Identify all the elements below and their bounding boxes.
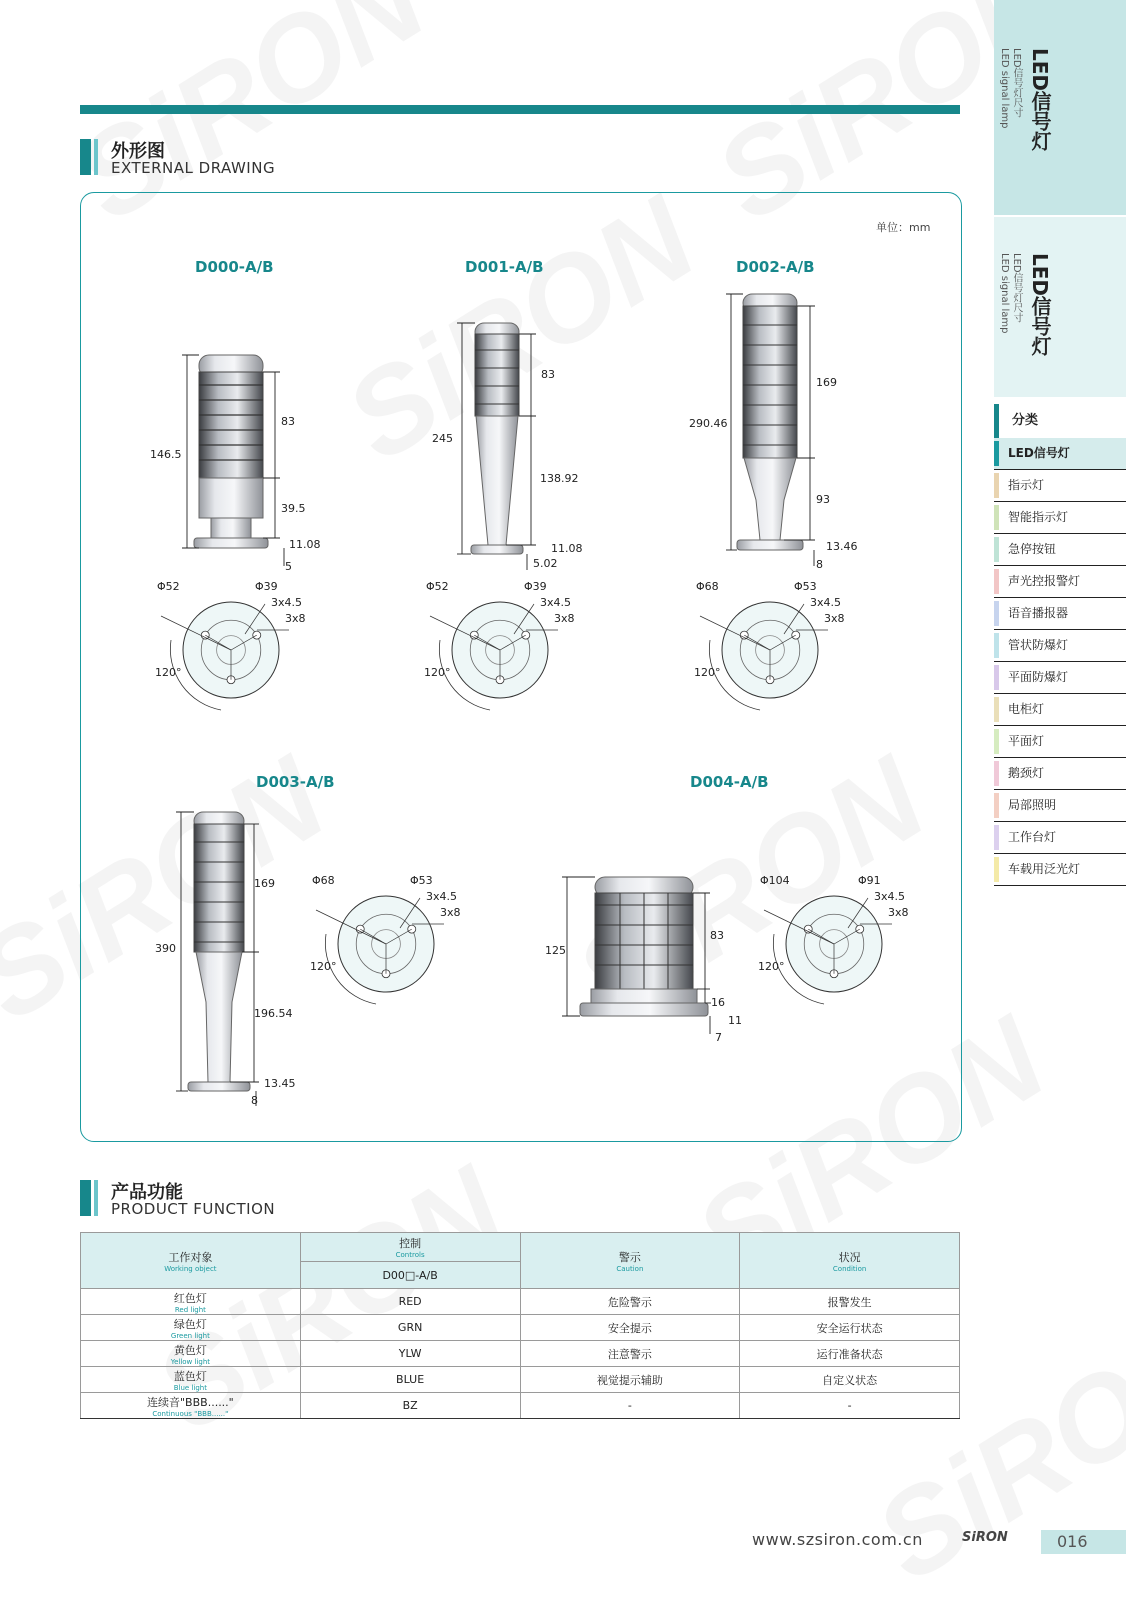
cell-condition: - (740, 1393, 960, 1419)
cell-caution: 危险警示 (520, 1289, 740, 1315)
cell-condition: 报警发生 (740, 1289, 960, 1315)
sidebar-item-label: 急停按钮 (1008, 542, 1057, 556)
dim-plate: 5 (285, 560, 292, 573)
sidebar-item-label: 声光控报警灯 (1008, 574, 1081, 588)
dim-plate: 8 (251, 1094, 258, 1107)
cell-condition: 安全运行状态 (740, 1315, 960, 1341)
bolt-diameter-label: Φ39 (255, 580, 278, 593)
sidebar-tab-sub-zh: LED信号灯尺寸 (1011, 253, 1022, 323)
cell-caution: 安全提示 (520, 1315, 740, 1341)
header-label-en: Controls (395, 1251, 425, 1259)
section-title-en: PRODUCT FUNCTION (111, 1200, 276, 1218)
dim-height: 245 (432, 432, 453, 445)
cell-object (81, 1367, 301, 1393)
slot-size-label: 3x8 (554, 612, 575, 625)
product-function-table (80, 1232, 960, 1419)
dim-height: 290.46 (689, 417, 728, 430)
model-title-d003: D003-A/B (256, 773, 335, 791)
dim-plate: 8 (816, 558, 823, 571)
object-label-en: Green light (170, 1331, 210, 1340)
cell-object (81, 1289, 301, 1315)
table-row (81, 1289, 960, 1315)
model-title-d001: D001-A/B (465, 258, 544, 276)
cell-object (81, 1393, 301, 1419)
dim-height: 125 (545, 944, 566, 957)
cell-control: BLUE (300, 1367, 520, 1393)
outer-diameter-label: Φ104 (760, 874, 790, 887)
cell-object (81, 1315, 301, 1341)
dim-base: 13.46 (826, 540, 858, 553)
sidebar-item-label: 电柜灯 (1008, 702, 1045, 716)
outer-diameter-label: Φ68 (696, 580, 719, 593)
dim-body: 16 (711, 996, 725, 1009)
cell-caution: 视觉提示辅助 (520, 1367, 740, 1393)
sidebar-item-label: 鹅颈灯 (1008, 766, 1045, 780)
dim-lens: 83 (541, 368, 555, 381)
cell-control: YLW (300, 1341, 520, 1367)
header-label-en: Caution (616, 1264, 644, 1273)
lamp-drawing-d000 (194, 355, 268, 548)
angle-label: 120° (424, 666, 451, 679)
lamp-drawing-d002 (737, 294, 803, 550)
header-label-en: Condition (832, 1264, 867, 1273)
cell-control: GRN (300, 1315, 520, 1341)
object-label: 连续音"BBB......" (147, 1395, 234, 1409)
dim-body: 196.54 (254, 1007, 293, 1020)
outer-diameter-label: Φ52 (157, 580, 180, 593)
brand-logo: SiRON (962, 1530, 1008, 1545)
object-label-en: Blue light (173, 1383, 207, 1392)
lamp-drawing-d003 (188, 812, 250, 1091)
page-number-badge (1041, 1530, 1126, 1554)
dim-height: 390 (155, 942, 176, 955)
slot-size-label: 3x8 (285, 612, 306, 625)
dim-body: 39.5 (281, 502, 306, 515)
bottom-views (155, 580, 909, 1004)
dim-lens: 169 (254, 877, 275, 890)
website-url[interactable]: www.szsiron.com.cn (752, 1530, 923, 1549)
model-title-d004: D004-A/B (690, 773, 769, 791)
angle-label: 120° (694, 666, 721, 679)
header-label: 控制 (399, 1237, 422, 1250)
outer-diameter-label: Φ68 (312, 874, 335, 887)
header-controls (300, 1233, 520, 1262)
table-row (81, 1315, 960, 1341)
sidebar-tab-sub-en: LED signal lamp (999, 48, 1010, 129)
dim-body: 138.92 (540, 472, 579, 485)
bolt-diameter-label: Φ39 (524, 580, 547, 593)
dim-lens: 169 (816, 376, 837, 389)
table-row (81, 1393, 960, 1419)
sidebar-item-label: 指示灯 (1008, 478, 1045, 492)
dim-lens: 83 (710, 929, 724, 942)
header-label: 警示 (618, 1250, 641, 1264)
bolt-diameter-label: Φ53 (794, 580, 817, 593)
unit-label: 单位：mm (876, 221, 931, 234)
title-bar (80, 1180, 91, 1216)
object-label-en: Yellow light (170, 1357, 211, 1366)
hole-size-label: 3x4.5 (874, 890, 906, 903)
sidebar-tab-sub-en: LED signal lamp (999, 253, 1010, 334)
header-label: 状况 (838, 1250, 861, 1264)
dim-body: 93 (816, 493, 830, 506)
sidebar-tab-title: LED信号灯 (1028, 253, 1052, 357)
hole-size-label: 3x4.5 (540, 596, 572, 609)
lamp-drawing-d001 (471, 323, 523, 554)
sidebar-item-label: 局部照明 (1008, 798, 1057, 812)
cell-condition: 运行准备状态 (740, 1341, 960, 1367)
object-label: 黄色灯 (173, 1343, 207, 1357)
angle-label: 120° (155, 666, 182, 679)
dim-base: 11.08 (289, 538, 321, 551)
header-label-en: Working object (164, 1264, 217, 1273)
object-label-en: Continuous "BBB......" (152, 1409, 229, 1418)
header-condition (740, 1233, 960, 1289)
section-title-en: EXTERNAL DRAWING (111, 159, 276, 177)
hole-size-label: 3x4.5 (810, 596, 842, 609)
cell-condition: 自定义状态 (740, 1367, 960, 1393)
object-label: 红色灯 (173, 1291, 207, 1305)
sidebar-item-label: 工作台灯 (1008, 830, 1057, 844)
sidebar-item-label: 平面灯 (1008, 734, 1045, 748)
page-number: 016 (1057, 1532, 1088, 1551)
slot-size-label: 3x8 (440, 906, 461, 919)
object-label: 绿色灯 (173, 1317, 207, 1331)
header-model: D00□-A/B (300, 1262, 520, 1289)
model-title-d000: D000-A/B (195, 258, 274, 276)
table-row (81, 1367, 960, 1393)
cell-caution: 注意警示 (520, 1341, 740, 1367)
object-label: 蓝色灯 (173, 1369, 207, 1383)
dim-plate: 5.02 (533, 557, 558, 570)
section-title-zh: 外形图 (111, 141, 165, 162)
dim-height: 146.5 (150, 448, 182, 461)
bolt-diameter-label: Φ53 (410, 874, 433, 887)
category-heading: 分类 (994, 404, 1126, 438)
angle-label: 120° (310, 960, 337, 973)
bolt-diameter-label: Φ91 (858, 874, 881, 887)
model-title-d002: D002-A/B (736, 258, 815, 276)
table-row (81, 1341, 960, 1367)
object-label-en: Red light (174, 1305, 206, 1314)
dim-lens: 83 (281, 415, 295, 428)
dim-base: 11 (728, 1014, 742, 1027)
sidebar-item-label: 智能指示灯 (1008, 510, 1069, 524)
sidebar-item-label: 车载用泛光灯 (1008, 862, 1081, 876)
dim-plate: 7 (715, 1031, 722, 1044)
cell-caution: - (520, 1393, 740, 1419)
lamp-drawing-d004 (580, 877, 708, 1016)
cell-control: RED (300, 1289, 520, 1315)
sidebar-tab-title: LED信号灯 (1028, 48, 1052, 152)
cell-control: BZ (300, 1393, 520, 1419)
section-title-zh: 产品功能 (111, 1182, 183, 1203)
dim-base: 11.08 (551, 542, 583, 555)
hole-size-label: 3x4.5 (426, 890, 458, 903)
header-label: 工作对象 (168, 1250, 213, 1264)
dim-base: 13.45 (264, 1077, 296, 1090)
title-bar-accent (94, 1180, 98, 1216)
sidebar-item-label: 平面防爆灯 (1008, 670, 1069, 684)
header-working-object (81, 1233, 301, 1289)
outer-diameter-label: Φ52 (426, 580, 449, 593)
sidebar-item-label: LED信号灯 (1008, 446, 1070, 460)
sidebar-tab-sub-zh: LED信号灯尺寸 (1011, 48, 1022, 118)
sidebar-item-label: 管状防爆灯 (1008, 638, 1069, 652)
angle-label: 120° (758, 960, 785, 973)
hole-size-label: 3x4.5 (271, 596, 303, 609)
header-caution (520, 1233, 740, 1289)
sidebar-item-label: 语音播报器 (1008, 606, 1069, 620)
slot-size-label: 3x8 (888, 906, 909, 919)
cell-object (81, 1341, 301, 1367)
slot-size-label: 3x8 (824, 612, 845, 625)
